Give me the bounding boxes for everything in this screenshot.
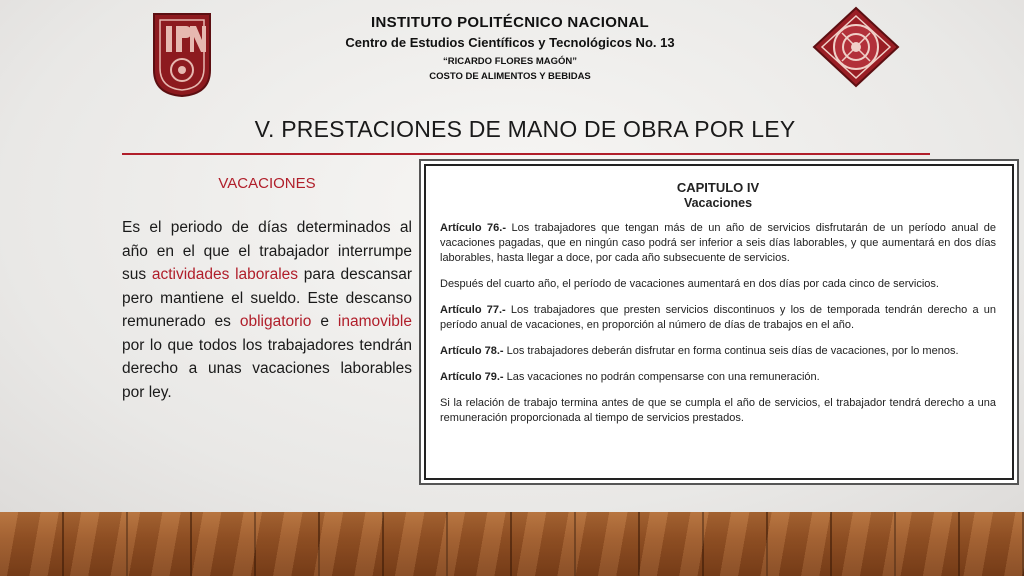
paragraph-part-4: por lo que todos los trabajadores tendrán derecho a unas vacaciones laborables por ley. [122, 336, 412, 401]
section-paragraph [122, 216, 412, 404]
course-name: COSTO DE ALIMENTOS Y BEBIDAS [429, 71, 591, 82]
title-divider [122, 153, 930, 155]
article-label: Artículo 76.- [440, 222, 506, 234]
article-79-note [440, 396, 996, 426]
chapter-title: Vacaciones [683, 196, 753, 210]
article-text: Si la relación de trabajo termina antes de que se cumpla el año de servicios, el trabajador tendrá derecho a una remuneración proporcionada al tiempo de servicios prestados. [440, 397, 996, 424]
highlight-inamovible: inamovible [337, 313, 412, 330]
slide-title: V. PRESTACIONES DE MANO DE OBRA POR LEY [254, 116, 796, 142]
article-text: Los trabajadores que presten servicios discontinuos y los de temporada tendrán derecho a un período anual de vacaciones, en proporción al número de días de trabajos en el año. [440, 304, 996, 331]
cecyt-logo [812, 6, 900, 88]
wood-floor-grain [0, 512, 1024, 576]
highlight-obligatorio: obligatorio [239, 313, 312, 330]
chapter-number: CAPITULO IV [676, 180, 760, 195]
article-79 [440, 370, 996, 385]
article-77 [440, 303, 996, 333]
article-label: Artículo 79.- [440, 371, 504, 383]
article-78 [440, 344, 996, 359]
school-name: “RICARDO FLORES MAGÓN” [442, 56, 578, 67]
article-76 [440, 221, 996, 266]
article-76-note [440, 277, 996, 292]
article-text: Los trabajadores que tengan más de un año de servicios disfrutarán de un período anual de vacaciones pagadas, que en ningún caso podrá ser inferior a seis días laborables, y que aumentará en dos días laborables, hasta llegar a doce, por cada año subsecuente de servicios. [440, 222, 996, 264]
article-text: Los trabajadores deberán disfrutar en forma continua seis días de vacaciones, por lo menos. [503, 345, 959, 357]
header [260, 14, 760, 82]
paragraph-part-2: para descansar pero mantiene el sueldo. Este descanso remunerado es [122, 266, 412, 330]
article-label: Artículo 77.- [440, 304, 506, 316]
institution-name: INSTITUTO POLITÉCNICO NACIONAL [371, 14, 649, 31]
article-text: Después del cuarto año, el período de vacaciones aumentará en dos días por cada cinco de servicios. [440, 278, 939, 290]
paragraph-part-1: Es el periodo de días determinados al año en el que el trabajador interrumpe sus [122, 219, 412, 283]
section-heading: VACACIONES [218, 175, 316, 192]
highlight-actividades: actividades laborales [151, 266, 299, 283]
paragraph-part-3: e [311, 313, 338, 330]
article-label: Artículo 78.- [440, 345, 504, 357]
article-text: Las vacaciones no podrán compensarse con una remuneración. [503, 371, 820, 383]
center-name: Centro de Estudios Científicos y Tecnológicos No. 13 [345, 35, 675, 50]
ipn-logo [150, 10, 214, 98]
law-excerpt-image [424, 164, 1014, 480]
